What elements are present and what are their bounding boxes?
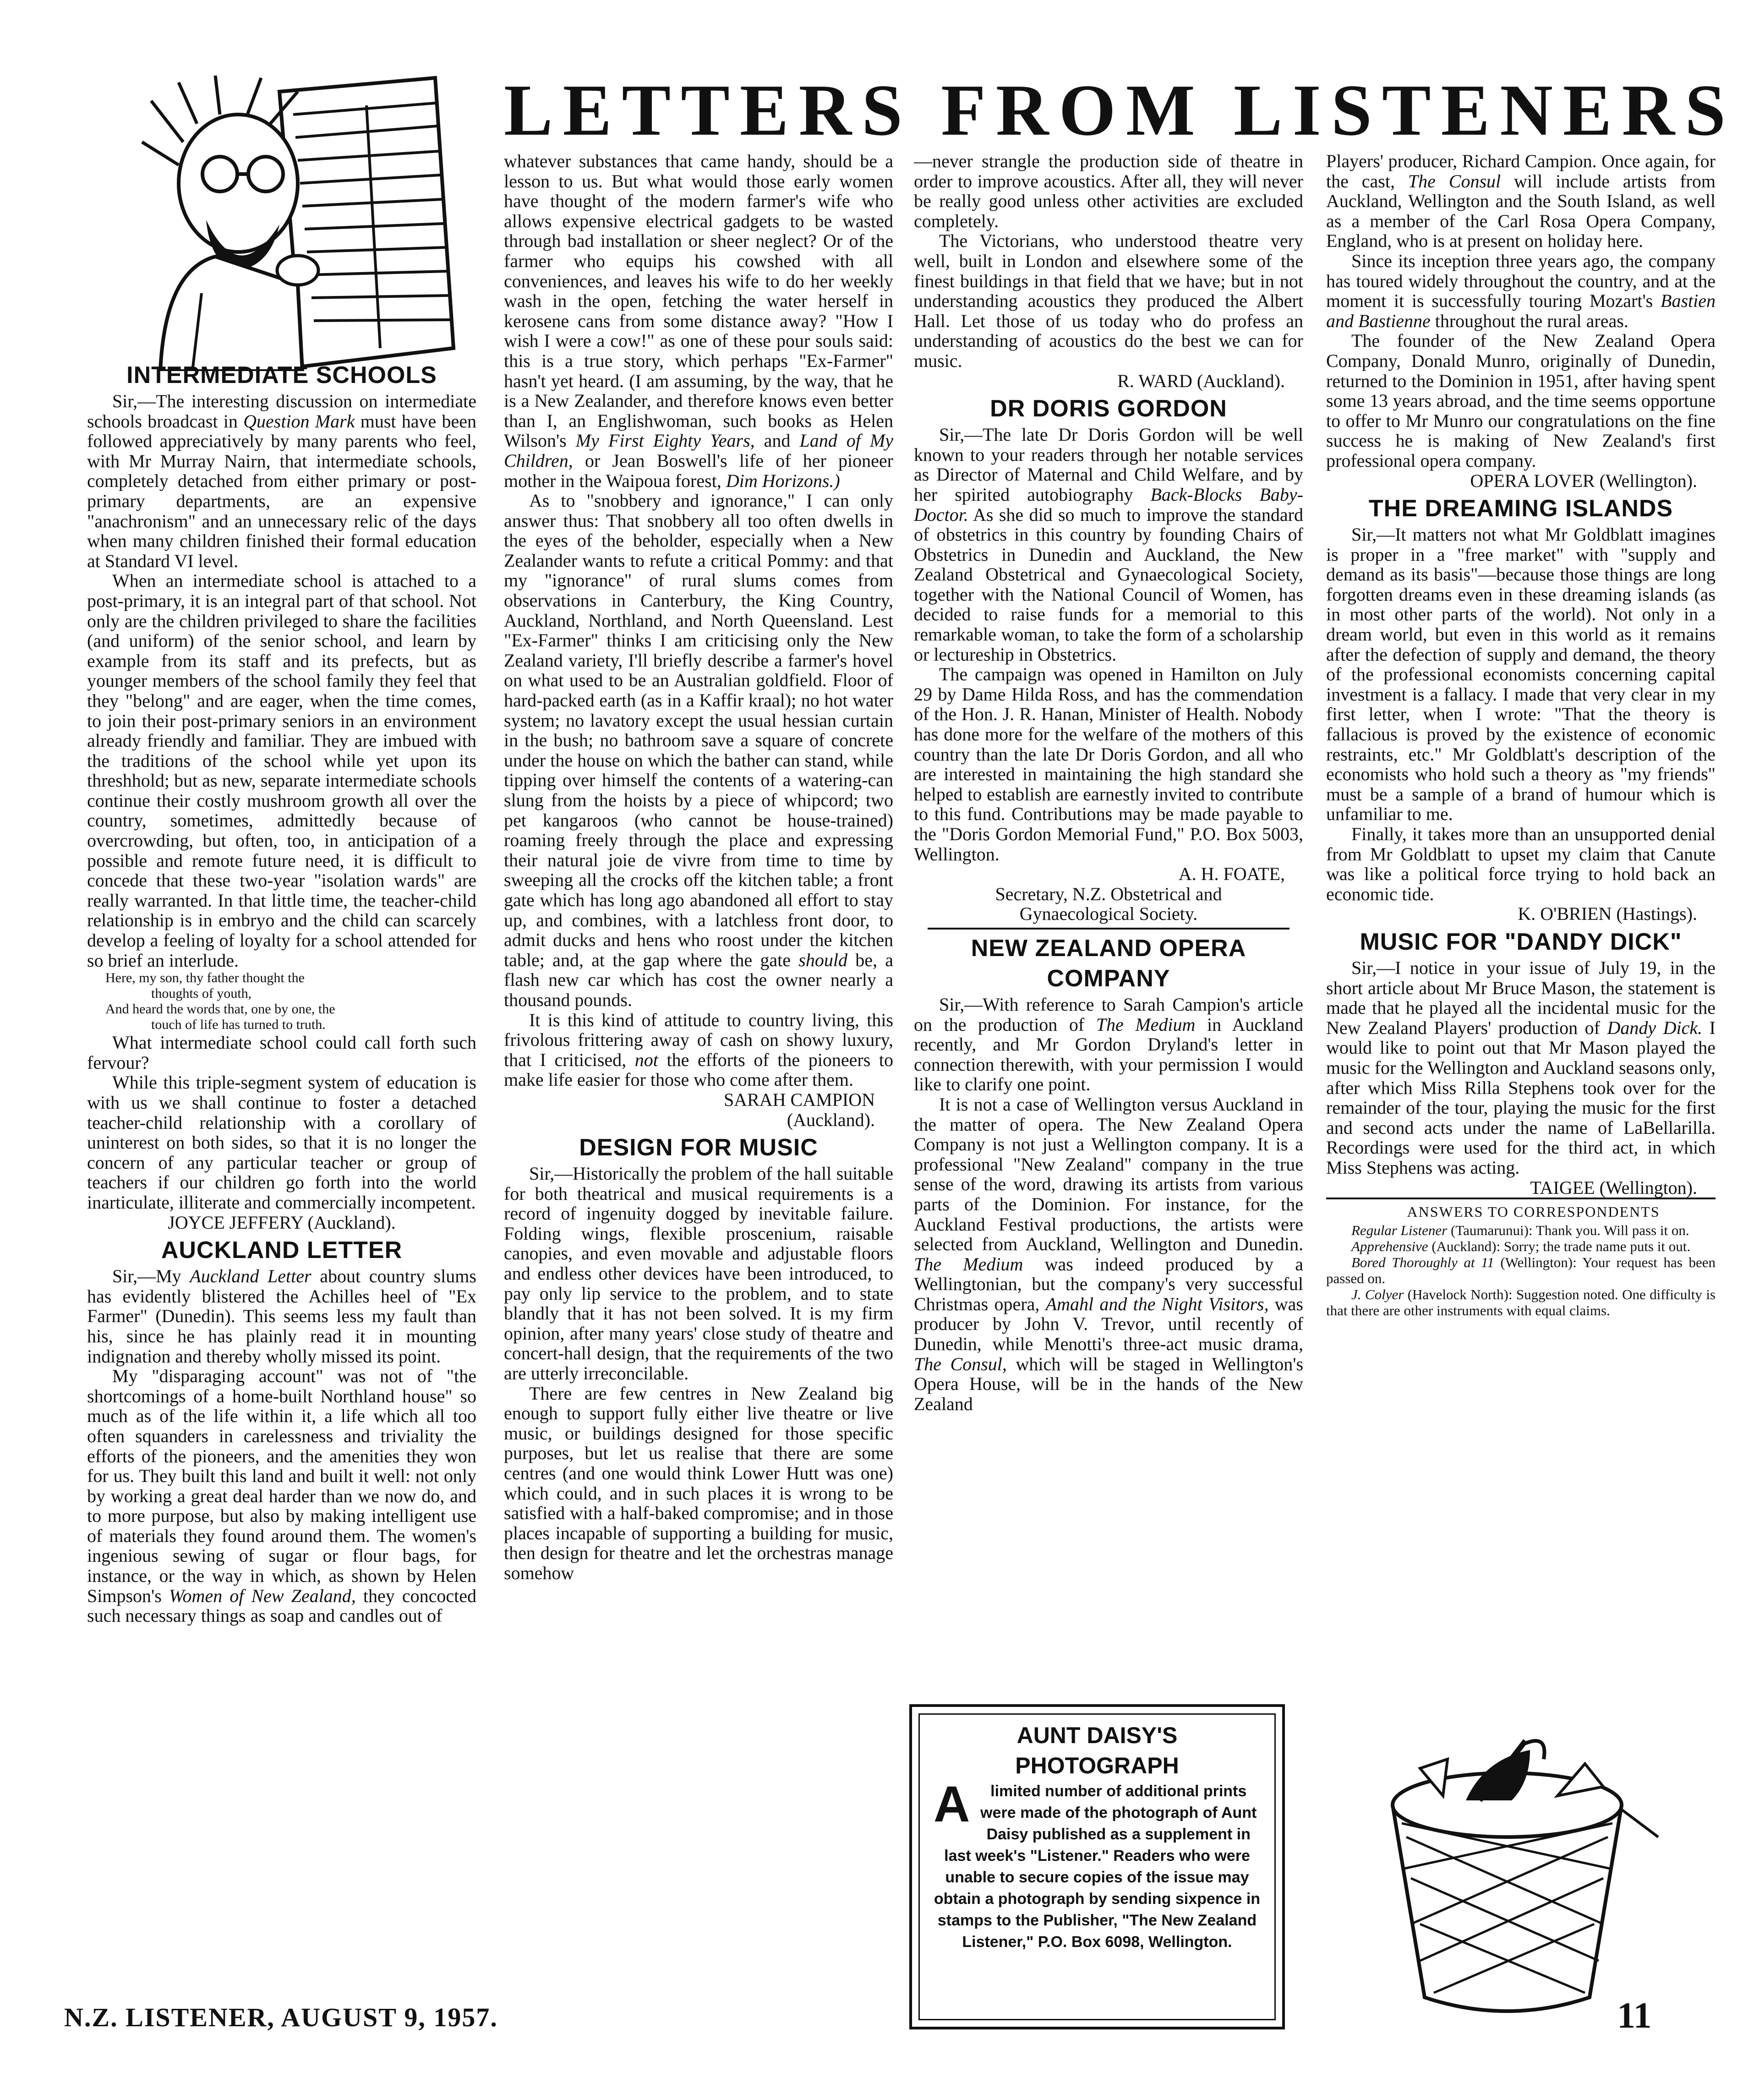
letter-paragraph: Players' producer, Richard Campion. Once again, for the cast, The Consul will include artists from Auckland, Wellington and the South Island, as well as a member of the Carl Rosa Opera Company, England, who is at present on holiday here.: [1326, 151, 1716, 252]
letter-paragraph: My "disparaging account" was not of "the shortcomings of a home-built Northland house" so much as of the life within it, a life which all too often squanders in carelessness and triviality the efforts of the pioneers, and the amenities they won for us. They built this land and built it well: not only by working a great deal harder than we now do, and to more purpose, but also by making intelligent use of materials they found around them. The women's ingenious sewing of sugar or flour bags, for instance, or the way in which, as shown by Helen Simpson's Women of New Zealand, they concocted such necessary things as soap and candles out of: [87, 1366, 476, 1626]
signature-title: Secretary, N.Z. Obstetrical and: [995, 883, 1222, 904]
letter-paragraph: Sir,—Historically the problem of the hall suitable for both theatrical and musical requirements is a record of ingenuity dogged by inevitable failure. Folding wings, flexible proscenium, raisable canopies, and even movable and adjustable floors and endless other devices have been introduced, to pay only lip service to the problem, and to state blandly that it has not been solved. It is my firm opinion, after many years' close study of theatre and concert-hall design, that the requirements of the two are utterly irreconcilable.: [504, 1163, 893, 1384]
verse-line: touch of life has turned to truth.: [151, 1017, 326, 1033]
letter-paragraph: As to "snobbery and ignorance," I can only answer thus: That snobbery all too often dwells in the eyes of the beholder, especially when a New Zealander wants to refute a critical Pommy: and that my "ignorance" of rural slums comes from observations in Canterbury, the King Country, Auckland, Northland, and North Queensland. Lest "Ex-Farmer" thinks I am criticising only the New Zealand variety, I'll briefly describe a farmer's hovel on what used to be an Australian goldfield. Floor of hard-packed earth (as in a Kaffir kraal); no hot water system; no lavatory except the usual hessian curtain in the bush; no bathroom save a square of concrete under the house on which the bather can stand, while tipping over himself the contents of a watering-can slung from the hoists by a piece of whipcord; two pet kangaroos (who cannot be house-trained) roaming freely through the place and expressing their natural joie de vivre from time to time by sweeping all the crocks off the kitchen table; a front gate which has long ago abandoned all effort to stay up, and combines, with a latchless front door, to admit ducks and hens who roost under the kitchen table; and, at the gap where the gate should be, a flash new car which has cost the owner nearly a thousand pounds.: [504, 490, 893, 1010]
page-title: LETTERS FROM LISTENERS: [504, 69, 1736, 151]
letter-paragraph: —never strangle the production side of theatre in order to improve acoustics. After all, they will never be really good unless other activities are excluded completely.: [914, 151, 1303, 231]
headline-new-zealand-opera-company: NEW ZEALAND OPERA COMPANY: [971, 935, 1246, 992]
issue-date-footer: N.Z. LISTENER, AUGUST 9, 1957.: [64, 2002, 498, 2032]
signature: R. WARD (Auckland).: [1117, 370, 1285, 391]
letter-paragraph: Since its inception three years ago, the company has toured widely throughout the country, and at the moment it is successfully touring Mozart's Bastien and Bastienne throughout the rural areas.: [1326, 250, 1716, 331]
newspaper-reader-cartoon-icon: [87, 73, 499, 371]
letter-paragraph: When an intermediate school is attached to a post-primary, it is an integral part of that school. Not only are the children privileged to share the facilities (and uniform) of the senior school, and learn by example from its staff and its prefects, but as younger members of the school family they feel that they "belong" and are eager, when the time comes, to join their post-primary seniors in an environment already friendly and familiar. They are imbued with the traditions of the school while yet upon its threshhold; but as new, separate intermediate schools continue their costly mushroom growth all over the country, sometimes, admittedly because of overcrowding, but often, too, in anticipation of a possible and remote future need, it is difficult to concede that these two-year "isolation wards" are really warranted. In that little time, the teacher-child relationship is in embryo and the child can scarcely develop a feeling of loyalty for a school attended for so brief an interlude.: [87, 570, 476, 971]
notice-dropcap: A: [934, 1776, 970, 1832]
column-4: [1326, 151, 1716, 1718]
signature: A. H. FOATE,: [1178, 864, 1285, 885]
letter-paragraph: While this triple-segment system of education is with us we shall continue to foster a detached teacher-child relationship with a corollary of uninterest on both sides, so that it is no longer the concern of any particular teacher or group of teachers if our children go forth into the world inarticulate, illiterate and commercially incompetent.: [87, 1072, 476, 1213]
letter-paragraph: whatever substances that came handy, should be a lesson to us. But what would those early women have thought of the modern farmer's wife who allows expensive electrical gadgets to be wasted through bad installation or sheer neglect? Or of the farmer who equips his cowshed with all conveniences, and leaves his wife to do her weekly wash in the open, fetching the water herself in kerosene cans from some distance away? "How I wish I were a cow!" as one of these pour souls said: this is a true story, which perhaps "Ex-Farmer" hasn't yet heard. (I am assuming, by the way, that he is a New Zealander, and therefore knows even better than I, an Englishwoman, such books as Helen Wilson's My First Eighty Years, and Land of My Children, or Jean Boswell's life of her pioneer mother in the Waipoua forest, Dim Horizons.): [504, 151, 893, 491]
verse-line: thoughts of youth,: [151, 986, 252, 1001]
letter-paragraph: Sir,—I notice in your issue of July 19, in the short article about Mr Bruce Mason, the statement is made that he played all the incidental music for the New Zealand Players' production of Dandy Dick. I would like to point out that Mr Mason played the music for the Wellington and Auckland seasons only, after which Miss Rilla Stephens took over for the remainder of the tour, playing the music for the first and second acts under the name of LaBellarilla. Recordings were used for the third act, in which Miss Stephens was acting.: [1326, 957, 1716, 1178]
column-1: [87, 357, 476, 1979]
letter-paragraph: Sir,—With reference to Sarah Campion's article on the production of The Medium in Auckland recently, and Mr Gordon Dryland's letter in connection therewith, with your permission I would like to clarify one point.: [914, 994, 1303, 1095]
page-number: 11: [1617, 1996, 1652, 2036]
answer-item: Regular Listener (Taumarunui): Thank you. Will pass it on.: [1351, 1222, 1689, 1238]
answers-heading: ANSWERS TO CORRESPONDENTS: [1326, 1198, 1716, 1222]
headline-the-dreaming-islands: THE DREAMING ISLANDS: [1368, 495, 1673, 522]
letter-paragraph: Sir,—The late Dr Doris Gordon will be well known to your readers through her notable services as Director of Maternal and Child Welfare, and by her spirited autobiography Back-Blocks Baby-Doctor. As she did so much to improve the standard of obstetrics in this country by founding Chairs of Obstetrics in Dunedin and Auckland, the New Zealand Obstetrical and Gynaecological Society, together with the National Council of Women, has decided to raise funds for a memorial to this remarkable woman, to take the form of a scholarship or lectureship in Obstetrics.: [914, 424, 1303, 665]
answer-item: J. Colyer (Havelock North): Suggestion noted. One difficulty is that there are other instruments with equal claims.: [1326, 1286, 1716, 1318]
headline-dr-doris-gordon: DR DORIS GORDON: [990, 395, 1227, 422]
column-3: [914, 151, 1303, 1695]
letter-paragraph: What intermediate school could call forth such fervour?: [87, 1032, 476, 1073]
letter-paragraph: The founder of the New Zealand Opera Company, Donald Munro, originally of Dunedin, returned to the Dominion in 1951, after having spent some 13 years abroad, and the time seems opportune to offer to Mr Munro our congratulations on the fine success he is making of New Zealand's first professional opera company.: [1326, 330, 1716, 471]
letter-paragraph: Sir,—It matters not what Mr Goldblatt imagines is proper in a "free market" with "supply and demand as its basis"—because those things are long forgotten dreams even in these dreaming islands (as in most other parts of the world). Not only in a dream world, but even in this world as it remains after the defection of supply and demand, the theory of the professional economists concerning capital investment is a fallacy. I made that very clear in my first letter, when I wrote: "That the theory is fallacious is proved by the existence of economic restraints, etc." Mr Goldblatt's description of the economists who hold such a theory as "my friends" must be a sample of a brand of humour which is unfamiliar to me.: [1326, 524, 1716, 825]
signature: OPERA LOVER (Wellington).: [1470, 470, 1697, 491]
signature-title: Gynaecological Society.: [1019, 903, 1198, 924]
signature-location: (Auckland).: [787, 1109, 875, 1130]
headline-design-for-music: DESIGN FOR MUSIC: [579, 1134, 818, 1161]
signature: TAIGEE (Wellington).: [1530, 1177, 1697, 1198]
letter-paragraph: Sir,—My Auckland Letter about country slums has evidently blistered the Achilles heel of "Ex Farmer" (Dunedin). This seems less my fault than his, since he has plainly read it in mounting indignation and thereby wholly missed its point.: [87, 1266, 476, 1367]
answer-item: Bored Thoroughly at 11 (Wellington): Your request has been passed on.: [1326, 1254, 1716, 1286]
letter-paragraph: There are few centres in New Zealand big enough to support fully either live theatre or live music, or buildings designed for those specific purposes, but let us realise that there are some centres (and one would think Lower Hutt was one) which could, and in such places it is wrong to be satisfied with a half-baked compromise; and in those places incapable of supporting a building for music, then design for theatre and let the orchestras manage somehow: [504, 1383, 893, 1583]
letter-paragraph: The Victorians, who understood theatre very well, built in London and elsewhere some of the finest buildings in that field that we have; but in not understanding acoustics they produced the Albert Hall. Let those of us today who do profess an understanding of acoustics do the best we can for music.: [914, 230, 1303, 371]
verse-line: Here, my son, thy father thought the: [105, 970, 305, 986]
letter-paragraph: It is this kind of attitude to country living, this frivolous frittering away of cash on showy luxury, that I criticised, not the efforts of the pioneers to make life easier for those who come after them.: [504, 1009, 893, 1090]
answer-item: Apprehensive (Auckland): Sorry; the trade name puts it out.: [1351, 1238, 1691, 1254]
divider: [928, 928, 1289, 930]
signature: K. O'BRIEN (Hastings).: [1518, 903, 1697, 924]
headline-intermediate-schools: INTERMEDIATE SCHOOLS: [126, 362, 437, 388]
wastepaper-basket-drawing-icon: [1328, 1732, 1686, 2025]
letter-paragraph: Finally, it takes more than an unsupported denial from Mr Goldblatt to upset my claim that Canute was like a political force trying to hold back an economic tide.: [1326, 824, 1716, 904]
signature: JOYCE JEFFERY (Auckland).: [168, 1212, 396, 1233]
letter-paragraph: The campaign was opened in Hamilton on July 29 by Dame Hilda Ross, and has the commendation of the Hon. J. R. Hanan, Minister of Health. Nobody has done more for the welfare of the mothers of this country than the late Dr Doris Gordon, and all who are interested in maintaining the high standard she helped to establish are earnestly invited to contribute to this fund. Contributions may be made payable to the "Doris Gordon Memorial Fund," P.O. Box 5003, Wellington.: [914, 664, 1303, 864]
signature: SARAH CAMPION: [723, 1089, 875, 1110]
notice-title: AUNT DAISY'S PHOTOGRAPH: [1015, 1723, 1179, 1778]
column-2: [504, 151, 893, 1979]
verse-line: And heard the words that, one by one, the: [105, 1001, 335, 1017]
letter-paragraph: It is not a case of Wellington versus Auckland in the matter of opera. The New Zealand Opera Company is not just a Wellington company. It is a professional "New Zealand" company in the true sense of the word, drawing its artists from various parts of the Dominion. For instance, for the Auckland Festival productions, the artists were selected from Auckland, Wellington and Dunedin. The Medium was indeed produced by a Wellingtonian, but the company's very successful Christmas opera, Amahl and the Night Visitors, was producer by John V. Trevor, until recently of Dunedin, while Menotti's three-act music drama, The Consul, which will be staged in Wellington's Opera House, will be in the hands of the New Zealand: [914, 1094, 1303, 1414]
letter-paragraph: Sir,—The interesting discussion on intermediate schools broadcast in Question Mark must have been followed appreciatively by many parents who feel, with Mr Murray Nairn, that intermediate schools, completely detached from either primary or post-primary departments, are an expensive "anachronism" and an unnecessary relic of the days when many children finished their formal education at Standard VI level.: [87, 391, 476, 571]
headline-auckland-letter: AUCKLAND LETTER: [161, 1237, 403, 1264]
aunt-daisy-notice-box: [909, 1704, 1285, 2029]
notice-text: A limited number of additional prints were made of the photograph of Aunt Daisy published as a supplement in last week's "Listener." Readers who were unable to secure copies of the issue may obtain a photograph by sending sixpence in stamps to the Publisher, "The New Zealand Listener," P.O. Box 6098, Wellington.: [934, 1776, 1261, 1951]
headline-music-for-dandy-dick: MUSIC FOR "DANDY DICK": [1360, 928, 1682, 955]
